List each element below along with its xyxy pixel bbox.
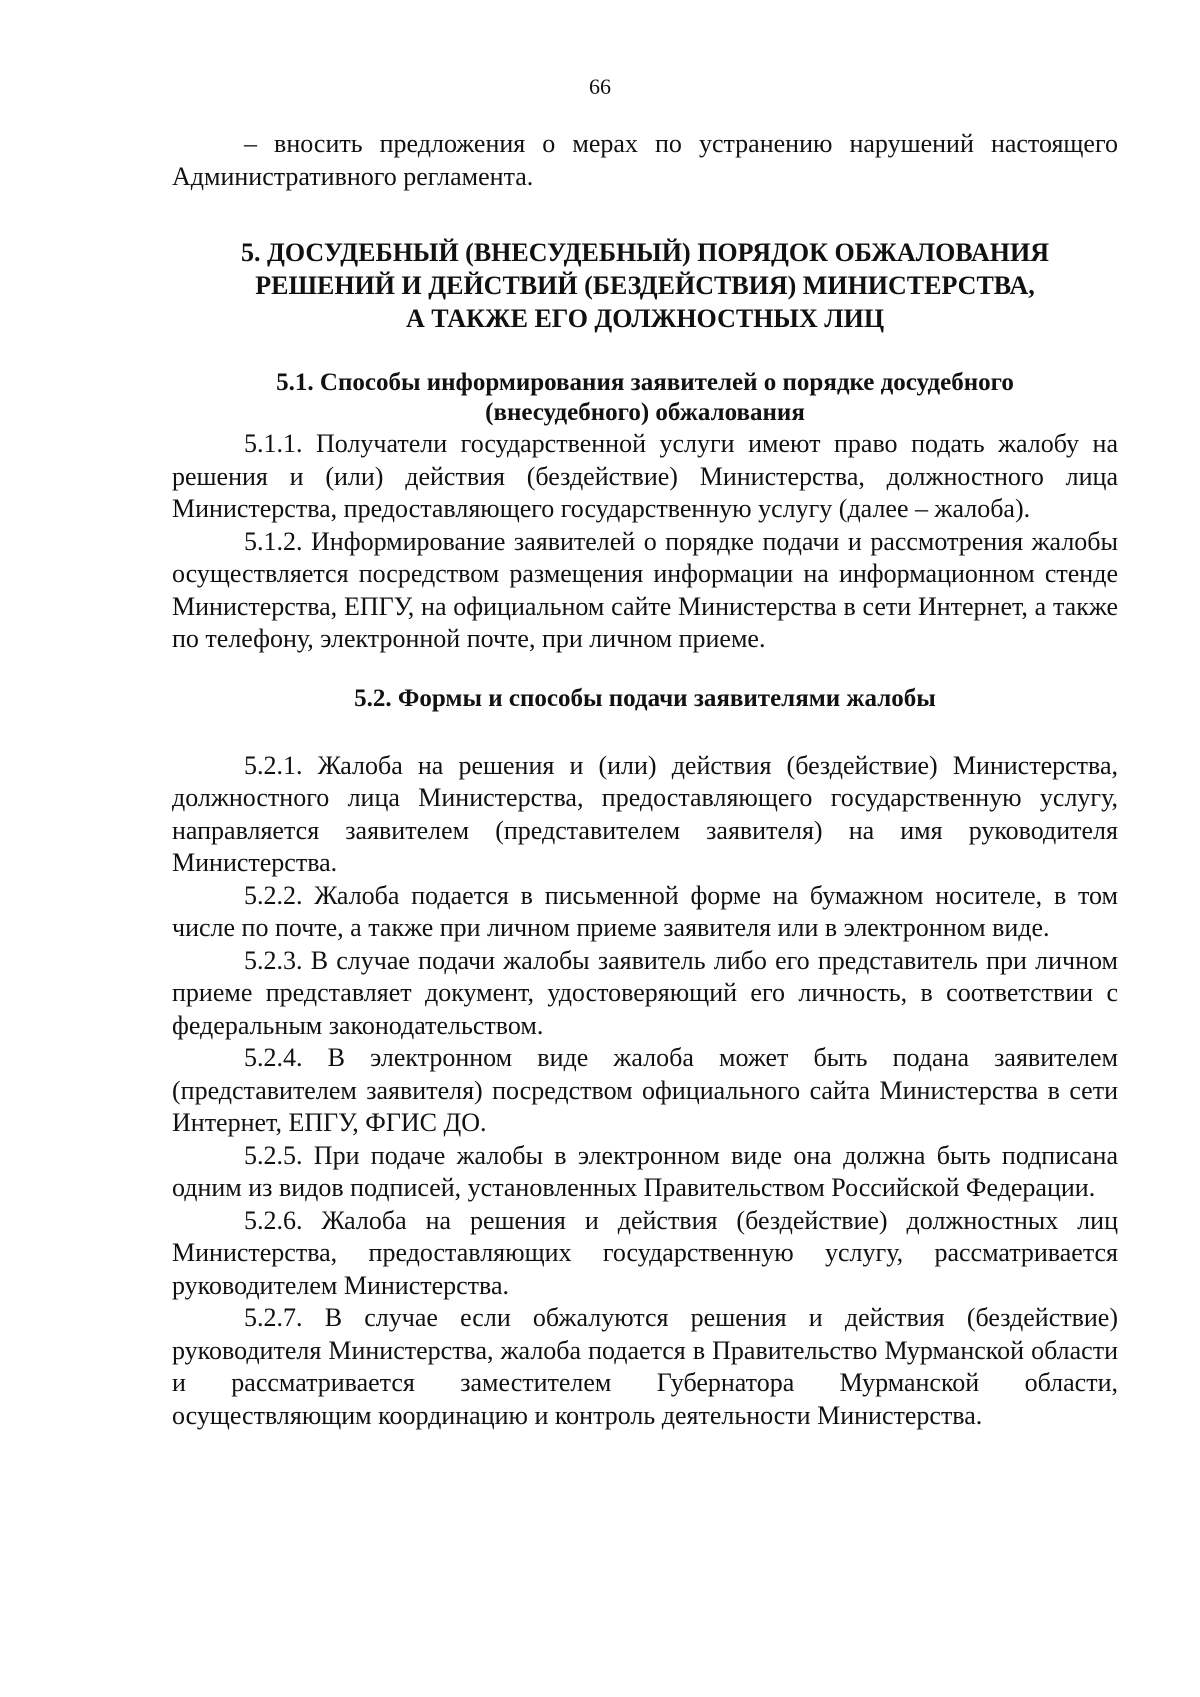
section-5-2-title: 5.2. Формы и способы подачи заявителями жалобы [354,684,936,712]
chapter-title [172,236,1118,335]
paragraph-5-2-1: 5.2.1. Жалоба на решения и (или) действия (бездействие) Министерства, должностного лица Министерства, предоставляющего государственную услугу, направляется заявителем (представителем заявителя) на имя руководителя Министерства. [172,750,1118,877]
paragraph-5-2-7: 5.2.7. В случае если обжалуются решения и действия (бездействие) руководителя Министерства, жалоба подается в Правительство Мурманской области и рассматривается заместителем Губернатора Мурманской области, осуществляющим координацию и контроль деятельности Министерства. [172,1303,1118,1430]
chapter-title-line: 5. ДОСУДЕБНЫЙ (ВНЕСУДЕБНЫЙ) ПОРЯДОК ОБЖАЛОВАНИЯ [240,238,1050,267]
paragraph-5-2-3: 5.2.3. В случае подачи жалобы заявитель либо его представитель при личном приеме представляет документ, удостоверяющий его личность, в соответствии с федеральным законодательством. [172,945,1118,1040]
chapter-title-line: РЕШЕНИЙ И ДЕЙСТВИЙ (БЕЗДЕЙСТВИЯ) МИНИСТЕРСТВА, [255,271,1035,300]
paragraph-5-2-6: 5.2.6. Жалоба на решения и действия (бездействие) должностных лиц Министерства, предоставляющих государственную услугу, рассматривается руководителем Министерства. [172,1205,1118,1300]
section-title-line: (внесудебного) обжалования [485,399,805,426]
chapter-title-line: А ТАКЖЕ ЕГО ДОЛЖНОСТНЫХ ЛИЦ [405,304,885,333]
section-5-1-title [172,368,1118,428]
paragraph-5-1-2: 5.1.2. Информирование заявителей о порядке подачи и рассмотрения жалобы осуществляется посредством размещения информации на информационном стенде Министерства, ЕПГУ, на официальном сайте Министерства в сети Интернет, а также по телефону, электронной почте, при личном приеме. [172,526,1118,653]
paragraph-5-2-2: 5.2.2. Жалоба подается в письменной форме на бумажном носителе, в том числе по почте, а также при личном приеме заявителя или в электронном виде. [172,880,1118,942]
document-body [172,128,1118,1432]
section-title-line: 5.1. Способы информирования заявителей о порядке досудебного [276,369,1014,396]
page-number: 66 [589,74,611,99]
paragraph-5-1-1: 5.1.1. Получатели государственной услуги имеют право подать жалобу на решения и (или) действия (бездействие) Министерства, должностного лица Министерства, предоставляющего государственную услугу (далее – жалоба). [172,429,1118,523]
paragraph-5-2-5: 5.2.5. При подаче жалобы в электронном виде она должна быть подписана одним из видов подписей, установленных Правительством Российской Федерации. [172,1140,1118,1202]
paragraph-5-2-4: 5.2.4. В электронном виде жалоба может быть подана заявителем (представителем заявителя) посредством официального сайта Министерства в сети Интернет, ЕПГУ, ФГИС ДО. [172,1043,1118,1137]
intro-paragraph: – вносить предложения о мерах по устранению нарушений настоящего Административного регламента. [172,129,1118,191]
